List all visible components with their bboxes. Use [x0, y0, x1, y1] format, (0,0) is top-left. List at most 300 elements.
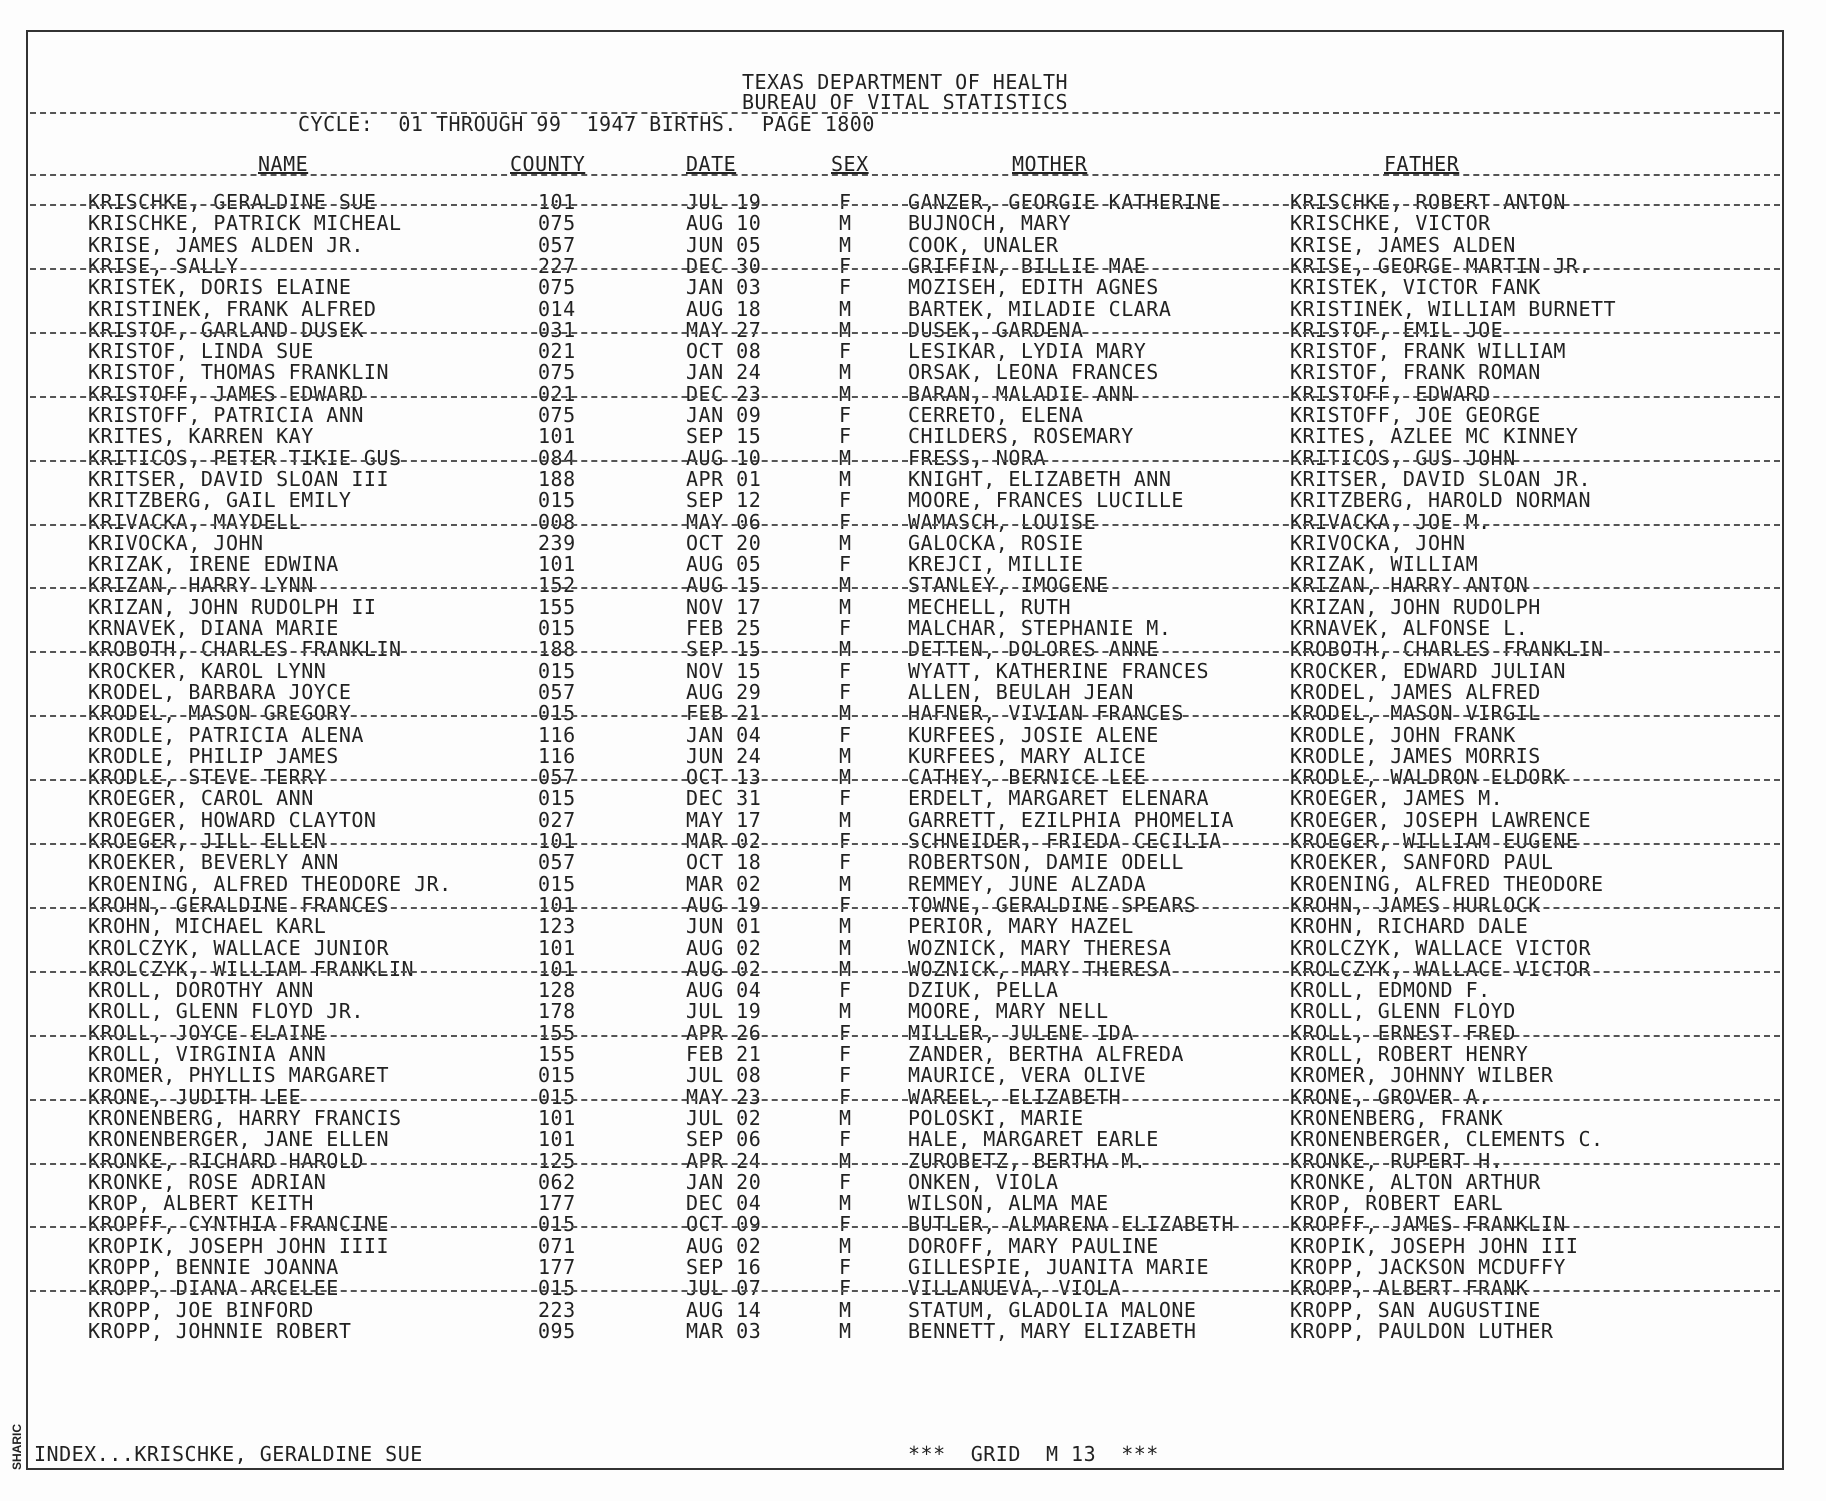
row-date: FEB 21	[686, 1042, 762, 1066]
row-mother: GILLESPIE, JUANITA MARIE	[908, 1255, 1209, 1279]
row-sex: M	[839, 808, 852, 832]
row-county: 123	[538, 914, 576, 938]
side-label: SHARIC	[10, 1423, 25, 1471]
row-date: APR 01	[686, 467, 762, 491]
row-name: KRISTOF, LINDA SUE	[88, 339, 314, 363]
row-father: KROLCZYK, WALLACE VICTOR	[1290, 957, 1591, 981]
row-father: KROPP, SAN AUGUSTINE	[1290, 1298, 1541, 1322]
row-sex: F	[839, 1063, 852, 1087]
row-group-divider	[30, 268, 1780, 270]
row-mother: VILLANUEVA, VIOLA	[908, 1276, 1122, 1300]
row-date: AUG 29	[686, 680, 762, 704]
row-county: 101	[538, 552, 576, 576]
row-father: KRITSER, DAVID SLOAN JR.	[1290, 467, 1591, 491]
row-sex: F	[839, 1212, 852, 1236]
row-mother: BARAN, MALADIE ANN	[908, 382, 1134, 406]
row-mother: MOORE, MARY NELL	[908, 999, 1109, 1023]
row-county: 101	[538, 936, 576, 960]
row-date: NOV 17	[686, 595, 762, 619]
row-date: JUL 19	[686, 999, 762, 1023]
row-name: KROEGER, JILL ELLEN	[88, 829, 327, 853]
row-name: KRISTEK, DORIS ELAINE	[88, 275, 352, 299]
row-sex: M	[839, 595, 852, 619]
row-father: KRONENBERGER, CLEMENTS C.	[1290, 1127, 1604, 1151]
row-father: KROEGER, WILLIAM EUGENE	[1290, 829, 1579, 853]
row-sex: M	[839, 531, 852, 555]
row-sex: F	[839, 1276, 852, 1300]
row-date: SEP 15	[686, 424, 762, 448]
row-father: KRIZAN, HARRY ANTON	[1290, 573, 1529, 597]
row-date: OCT 08	[686, 339, 762, 363]
row-group-divider	[30, 715, 1780, 717]
row-date: AUG 02	[686, 1234, 762, 1258]
row-father: KRIZAK, WILLIAM	[1290, 552, 1479, 576]
row-date: OCT 20	[686, 531, 762, 555]
row-name: KROMER, PHYLLIS MARGARET	[88, 1063, 389, 1087]
row-mother: POLOSKI, MARIE	[908, 1106, 1084, 1130]
row-date: JUL 19	[686, 190, 762, 214]
row-father: KRISTOF, EMIL JOE	[1290, 318, 1504, 342]
row-county: 116	[538, 744, 576, 768]
row-name: KROPP, DIANA ARCELEE	[88, 1276, 339, 1300]
row-group-divider	[30, 779, 1780, 781]
row-mother: REMMEY, JUNE ALZADA	[908, 872, 1147, 896]
column-header-county: COUNTY	[510, 152, 586, 176]
row-county: 015	[538, 1063, 576, 1087]
row-name: KROLL, DOROTHY ANN	[88, 978, 314, 1002]
row-mother: WAREEL, ELIZABETH	[908, 1085, 1122, 1109]
row-father: KRISCHKE, ROBERT ANTON	[1290, 190, 1566, 214]
row-mother: CATHEY, BERNICE LEE	[908, 765, 1147, 789]
row-father: KROLL, ERNEST FRED	[1290, 1021, 1516, 1045]
row-father: KRISE, JAMES ALDEN	[1290, 233, 1516, 257]
header-divider	[30, 112, 1780, 114]
row-name: KROLL, VIRGINIA ANN	[88, 1042, 327, 1066]
row-father: KRONE, GROVER A.	[1290, 1085, 1491, 1109]
row-mother: STATUM, GLADOLIA MALONE	[908, 1298, 1197, 1322]
row-name: KRODLE, PHILIP JAMES	[88, 744, 339, 768]
row-mother: BENNETT, MARY ELIZABETH	[908, 1319, 1197, 1343]
row-county: 101	[538, 893, 576, 917]
row-name: KRISE, SALLY	[88, 254, 239, 278]
row-father: KROPP, ALBERT FRANK	[1290, 1276, 1529, 1300]
row-name: KRIVOCKA, JOHN	[88, 531, 264, 555]
row-mother: KREJCI, MILLIE	[908, 552, 1084, 576]
row-date: SEP 12	[686, 488, 762, 512]
row-date: SEP 15	[686, 637, 762, 661]
row-father: KRNAVEK, ALFONSE L.	[1290, 616, 1529, 640]
row-name: KRONENBERGER, JANE ELLEN	[88, 1127, 389, 1151]
row-county: 101	[538, 957, 576, 981]
row-sex: M	[839, 744, 852, 768]
row-sex: M	[839, 382, 852, 406]
row-sex: F	[839, 275, 852, 299]
row-name: KRODEL, BARBARA JOYCE	[88, 680, 352, 704]
row-father: KROPIK, JOSEPH JOHN III	[1290, 1234, 1579, 1258]
row-county: 015	[538, 786, 576, 810]
row-father: KROLL, GLENN FLOYD	[1290, 999, 1516, 1023]
row-name: KROPFF, CYNTHIA FRANCINE	[88, 1212, 389, 1236]
row-county: 071	[538, 1234, 576, 1258]
row-name: KROEGER, CAROL ANN	[88, 786, 314, 810]
row-mother: GARRETT, EZILPHIA PHOMELIA	[908, 808, 1235, 832]
row-group-divider	[30, 587, 1780, 589]
row-mother: HAFNER, VIVIAN FRANCES	[908, 701, 1184, 725]
row-father: KRISCHKE, VICTOR	[1290, 211, 1491, 235]
cycle-line: CYCLE: 01 THROUGH 99 1947 BIRTHS. PAGE 1800	[298, 112, 875, 136]
row-date: SEP 06	[686, 1127, 762, 1151]
row-name: KRISCHKE, PATRICK MICHEAL	[88, 211, 402, 235]
row-mother: GANZER, GEORGIE KATHERINE	[908, 190, 1222, 214]
row-group-divider	[30, 460, 1780, 462]
row-date: OCT 18	[686, 850, 762, 874]
row-father: KRISTINEK, WILLIAM BURNETT	[1290, 297, 1617, 321]
row-sex: M	[839, 211, 852, 235]
row-father: KROHN, RICHARD DALE	[1290, 914, 1529, 938]
row-sex: M	[839, 297, 852, 321]
row-date: MAY 06	[686, 510, 762, 534]
row-mother: ALLEN, BEULAH JEAN	[908, 680, 1134, 704]
row-group-divider	[30, 396, 1780, 398]
row-county: 057	[538, 850, 576, 874]
row-mother: BARTEK, MILADIE CLARA	[908, 297, 1172, 321]
row-county: 015	[538, 872, 576, 896]
row-county: 021	[538, 382, 576, 406]
row-date: OCT 13	[686, 765, 762, 789]
row-sex: M	[839, 936, 852, 960]
row-county: 177	[538, 1191, 576, 1215]
row-mother: PERIOR, MARY HAZEL	[908, 914, 1134, 938]
row-father: KROENING, ALFRED THEODORE	[1290, 872, 1604, 896]
row-sex: M	[839, 957, 852, 981]
row-county: 125	[538, 1149, 576, 1173]
row-name: KRIZAN, HARRY LYNN	[88, 573, 314, 597]
row-mother: DZIUK, PELLA	[908, 978, 1059, 1002]
row-mother: MILLER, JULENE IDA	[908, 1021, 1134, 1045]
row-sex: M	[839, 1234, 852, 1258]
row-mother: FRESS, NORA	[908, 446, 1046, 470]
row-mother: TOWNE, GERALDINE SPEARS	[908, 893, 1197, 917]
row-date: MAY 17	[686, 808, 762, 832]
row-mother: DETTEN, DOLORES ANNE	[908, 637, 1159, 661]
row-father: KRODEL, JAMES ALFRED	[1290, 680, 1541, 704]
row-father: KRISTEK, VICTOR FANK	[1290, 275, 1541, 299]
row-county: 057	[538, 233, 576, 257]
column-header-divider	[30, 174, 1780, 176]
row-date: MAY 23	[686, 1085, 762, 1109]
row-father: KRONKE, ALTON ARTHUR	[1290, 1170, 1541, 1194]
row-father: KROP, ROBERT EARL	[1290, 1191, 1504, 1215]
row-date: JAN 24	[686, 360, 762, 384]
row-date: AUG 15	[686, 573, 762, 597]
row-date: AUG 10	[686, 211, 762, 235]
row-group-divider	[30, 1099, 1780, 1101]
row-name: KRNAVEK, DIANA MARIE	[88, 616, 339, 640]
row-county: 178	[538, 999, 576, 1023]
row-father: KROLL, EDMOND F.	[1290, 978, 1491, 1002]
row-mother: WOZNICK, MARY THERESA	[908, 936, 1172, 960]
row-group-divider	[30, 1226, 1780, 1228]
row-county: 155	[538, 1042, 576, 1066]
row-date: AUG 04	[686, 978, 762, 1002]
row-name: KROPP, BENNIE JOANNA	[88, 1255, 339, 1279]
row-mother: ONKEN, VIOLA	[908, 1170, 1059, 1194]
index-label: INDEX...KRISCHKE, GERALDINE SUE	[34, 1442, 423, 1466]
row-county: 152	[538, 573, 576, 597]
row-name: KRITICOS, PETER TIKIE GUS	[88, 446, 402, 470]
row-group-divider	[30, 651, 1780, 653]
department-title: TEXAS DEPARTMENT OF HEALTH	[741, 70, 1069, 94]
row-sex: M	[839, 1106, 852, 1130]
row-county: 015	[538, 616, 576, 640]
row-name: KROLCZYK, WALLACE JUNIOR	[88, 936, 389, 960]
row-date: JUN 05	[686, 233, 762, 257]
row-mother: WYATT, KATHERINE FRANCES	[908, 659, 1209, 683]
row-date: DEC 04	[686, 1191, 762, 1215]
row-sex: M	[839, 914, 852, 938]
row-sex: M	[839, 233, 852, 257]
row-sex: M	[839, 1298, 852, 1322]
row-father: KRIVACKA, JOE M.	[1290, 510, 1491, 534]
row-county: 015	[538, 488, 576, 512]
row-mother: LESIKAR, LYDIA MARY	[908, 339, 1147, 363]
row-date: JUL 07	[686, 1276, 762, 1300]
row-sex: F	[839, 786, 852, 810]
row-county: 188	[538, 637, 576, 661]
row-county: 015	[538, 1085, 576, 1109]
row-sex: M	[839, 1191, 852, 1215]
row-sex: M	[839, 318, 852, 342]
row-mother: KNIGHT, ELIZABETH ANN	[908, 467, 1172, 491]
row-sex: F	[839, 488, 852, 512]
row-date: AUG 05	[686, 552, 762, 576]
row-sex: M	[839, 360, 852, 384]
row-name: KROHN, MICHAEL KARL	[88, 914, 327, 938]
row-sex: M	[839, 446, 852, 470]
row-date: DEC 31	[686, 786, 762, 810]
row-mother: MECHELL, RUTH	[908, 595, 1072, 619]
row-father: KROPP, PAULDON LUTHER	[1290, 1319, 1554, 1343]
row-sex: M	[839, 573, 852, 597]
row-county: 027	[538, 808, 576, 832]
row-mother: ZUROBETZ, BERTHA M.	[908, 1149, 1147, 1173]
row-group-divider	[30, 843, 1780, 845]
row-name: KROLL, GLENN FLOYD JR.	[88, 999, 364, 1023]
row-county: 101	[538, 829, 576, 853]
row-father: KRIVOCKA, JOHN	[1290, 531, 1466, 555]
column-header-father: FATHER	[1384, 152, 1460, 176]
row-sex: F	[839, 680, 852, 704]
row-county: 155	[538, 1021, 576, 1045]
row-father: KRISTOF, FRANK WILLIAM	[1290, 339, 1566, 363]
row-name: KRODLE, PATRICIA ALENA	[88, 723, 364, 747]
row-name: KRITSER, DAVID SLOAN III	[88, 467, 389, 491]
row-father: KRODLE, JAMES MORRIS	[1290, 744, 1541, 768]
row-mother: BUJNOCH, MARY	[908, 211, 1072, 235]
row-county: 062	[538, 1170, 576, 1194]
row-sex: F	[839, 659, 852, 683]
row-date: AUG 18	[686, 297, 762, 321]
row-name: KROEGER, HOWARD CLAYTON	[88, 808, 377, 832]
row-date: DEC 23	[686, 382, 762, 406]
row-sex: F	[839, 850, 852, 874]
row-county: 031	[538, 318, 576, 342]
row-mother: GALOCKA, ROSIE	[908, 531, 1084, 555]
row-father: KROEKER, SANFORD PAUL	[1290, 850, 1554, 874]
row-name: KROCKER, KAROL LYNN	[88, 659, 327, 683]
row-sex: M	[839, 1149, 852, 1173]
row-father: KROLCZYK, WALLACE VICTOR	[1290, 936, 1591, 960]
row-date: JAN 04	[686, 723, 762, 747]
row-county: 155	[538, 595, 576, 619]
row-sex: M	[839, 701, 852, 725]
row-sex: F	[839, 723, 852, 747]
row-father: KRODLE, JOHN FRANK	[1290, 723, 1516, 747]
row-county: 008	[538, 510, 576, 534]
row-mother: ERDELT, MARGARET ELENARA	[908, 786, 1209, 810]
row-name: KROPP, JOE BINFORD	[88, 1298, 314, 1322]
row-name: KRISTOFF, JAMES EDWARD	[88, 382, 364, 406]
row-date: JUN 24	[686, 744, 762, 768]
row-name: KROP, ALBERT KEITH	[88, 1191, 314, 1215]
row-name: KRONENBERG, HARRY FRANCIS	[88, 1106, 402, 1130]
row-sex: M	[839, 1319, 852, 1343]
row-name: KRODEL, MASON GREGORY	[88, 701, 352, 725]
row-group-divider	[30, 907, 1780, 909]
row-father: KRITICOS, GUS JOHN	[1290, 446, 1516, 470]
row-name: KROLL, JOYCE ELAINE	[88, 1021, 327, 1045]
row-date: APR 24	[686, 1149, 762, 1173]
row-name: KRISTOF, GARLAND DUSEK	[88, 318, 364, 342]
row-group-divider	[30, 1035, 1780, 1037]
row-county: 075	[538, 403, 576, 427]
row-name: KROPP, JOHNNIE ROBERT	[88, 1319, 352, 1343]
row-mother: WILSON, ALMA MAE	[908, 1191, 1109, 1215]
row-date: APR 26	[686, 1021, 762, 1045]
row-date: JUN 01	[686, 914, 762, 938]
row-sex: M	[839, 999, 852, 1023]
row-name: KRITZBERG, GAIL EMILY	[88, 488, 352, 512]
row-mother: WOZNICK, MARY THERESA	[908, 957, 1172, 981]
row-mother: KURFEES, JOSIE ALENE	[908, 723, 1159, 747]
row-sex: F	[839, 424, 852, 448]
row-mother: MALCHAR, STEPHANIE M.	[908, 616, 1172, 640]
row-date: AUG 02	[686, 936, 762, 960]
row-father: KRISTOFF, JOE GEORGE	[1290, 403, 1541, 427]
row-sex: F	[839, 616, 852, 640]
row-county: 101	[538, 1127, 576, 1151]
row-county: 128	[538, 978, 576, 1002]
row-father: KROCKER, EDWARD JULIAN	[1290, 659, 1566, 683]
row-name: KRISE, JAMES ALDEN JR.	[88, 233, 364, 257]
row-mother: GRIFFIN, BILLIE MAE	[908, 254, 1147, 278]
row-name: KRODLE, STEVE TERRY	[88, 765, 327, 789]
row-father: KROBOTH, CHARLES FRANKLIN	[1290, 637, 1604, 661]
row-sex: F	[839, 1255, 852, 1279]
row-mother: DOROFF, MARY PAULINE	[908, 1234, 1159, 1258]
row-name: KROLCZYK, WILLIAM FRANKLIN	[88, 957, 415, 981]
row-mother: CHILDERS, ROSEMARY	[908, 424, 1134, 448]
row-mother: ZANDER, BERTHA ALFREDA	[908, 1042, 1184, 1066]
row-date: JUL 08	[686, 1063, 762, 1087]
row-sex: M	[839, 637, 852, 661]
row-group-divider	[30, 332, 1780, 334]
row-date: SEP 16	[686, 1255, 762, 1279]
row-mother: WAMASCH, LOUISE	[908, 510, 1097, 534]
row-date: JUL 02	[686, 1106, 762, 1130]
row-father: KRONENBERG, FRANK	[1290, 1106, 1504, 1130]
row-date: FEB 21	[686, 701, 762, 725]
row-father: KRITZBERG, HAROLD NORMAN	[1290, 488, 1591, 512]
row-county: 101	[538, 1106, 576, 1130]
row-date: JAN 09	[686, 403, 762, 427]
row-father: KROLL, ROBERT HENRY	[1290, 1042, 1529, 1066]
row-sex: F	[839, 1127, 852, 1151]
row-date: MAR 02	[686, 872, 762, 896]
row-county: 075	[538, 211, 576, 235]
row-sex: F	[839, 978, 852, 1002]
row-mother: ORSAK, LEONA FRANCES	[908, 360, 1159, 384]
row-name: KRITES, KARREN KAY	[88, 424, 314, 448]
row-sex: M	[839, 872, 852, 896]
row-father: KRONKE, RUPERT H.	[1290, 1149, 1504, 1173]
row-date: MAR 02	[686, 829, 762, 853]
column-header-mother: MOTHER	[1012, 152, 1088, 176]
grid-label: *** GRID M 13 ***	[908, 1442, 1159, 1466]
row-county: 015	[538, 659, 576, 683]
row-sex: M	[839, 765, 852, 789]
row-county: 015	[538, 1276, 576, 1300]
row-name: KRONKE, ROSE ADRIAN	[88, 1170, 327, 1194]
row-name: KRONE, JUDITH LEE	[88, 1085, 302, 1109]
row-name: KROEKER, BEVERLY ANN	[88, 850, 339, 874]
row-date: AUG 10	[686, 446, 762, 470]
row-date: MAY 27	[686, 318, 762, 342]
row-county: 075	[538, 360, 576, 384]
row-county: 227	[538, 254, 576, 278]
row-date: AUG 02	[686, 957, 762, 981]
row-sex: M	[839, 467, 852, 491]
row-mother: ROBERTSON, DAMIE ODELL	[908, 850, 1184, 874]
row-name: KRIVACKA, MAYDELL	[88, 510, 302, 534]
row-date: JAN 20	[686, 1170, 762, 1194]
document-frame	[26, 30, 1784, 1470]
row-date: AUG 19	[686, 893, 762, 917]
row-sex: F	[839, 829, 852, 853]
row-name: KROHN, GERALDINE FRANCES	[88, 893, 389, 917]
row-date: OCT 09	[686, 1212, 762, 1236]
row-date: DEC 30	[686, 254, 762, 278]
row-father: KROHN, JAMES HURLOCK	[1290, 893, 1541, 917]
row-name: KRISTOF, THOMAS FRANKLIN	[88, 360, 389, 384]
row-sex: F	[839, 510, 852, 534]
row-county: 223	[538, 1298, 576, 1322]
row-sex: F	[839, 552, 852, 576]
row-county: 101	[538, 190, 576, 214]
row-sex: F	[839, 893, 852, 917]
row-date: NOV 15	[686, 659, 762, 683]
row-sex: F	[839, 254, 852, 278]
row-sex: F	[839, 339, 852, 363]
row-date: MAR 03	[686, 1319, 762, 1343]
row-name: KRISTOFF, PATRICIA ANN	[88, 403, 364, 427]
row-mother: STANLEY, IMOGENE	[908, 573, 1109, 597]
row-mother: CERRETO, ELENA	[908, 403, 1084, 427]
row-sex: F	[839, 190, 852, 214]
row-name: KRISCHKE, GERALDINE SUE	[88, 190, 377, 214]
row-sex: F	[839, 403, 852, 427]
row-mother: MOZISEH, EDITH AGNES	[908, 275, 1159, 299]
